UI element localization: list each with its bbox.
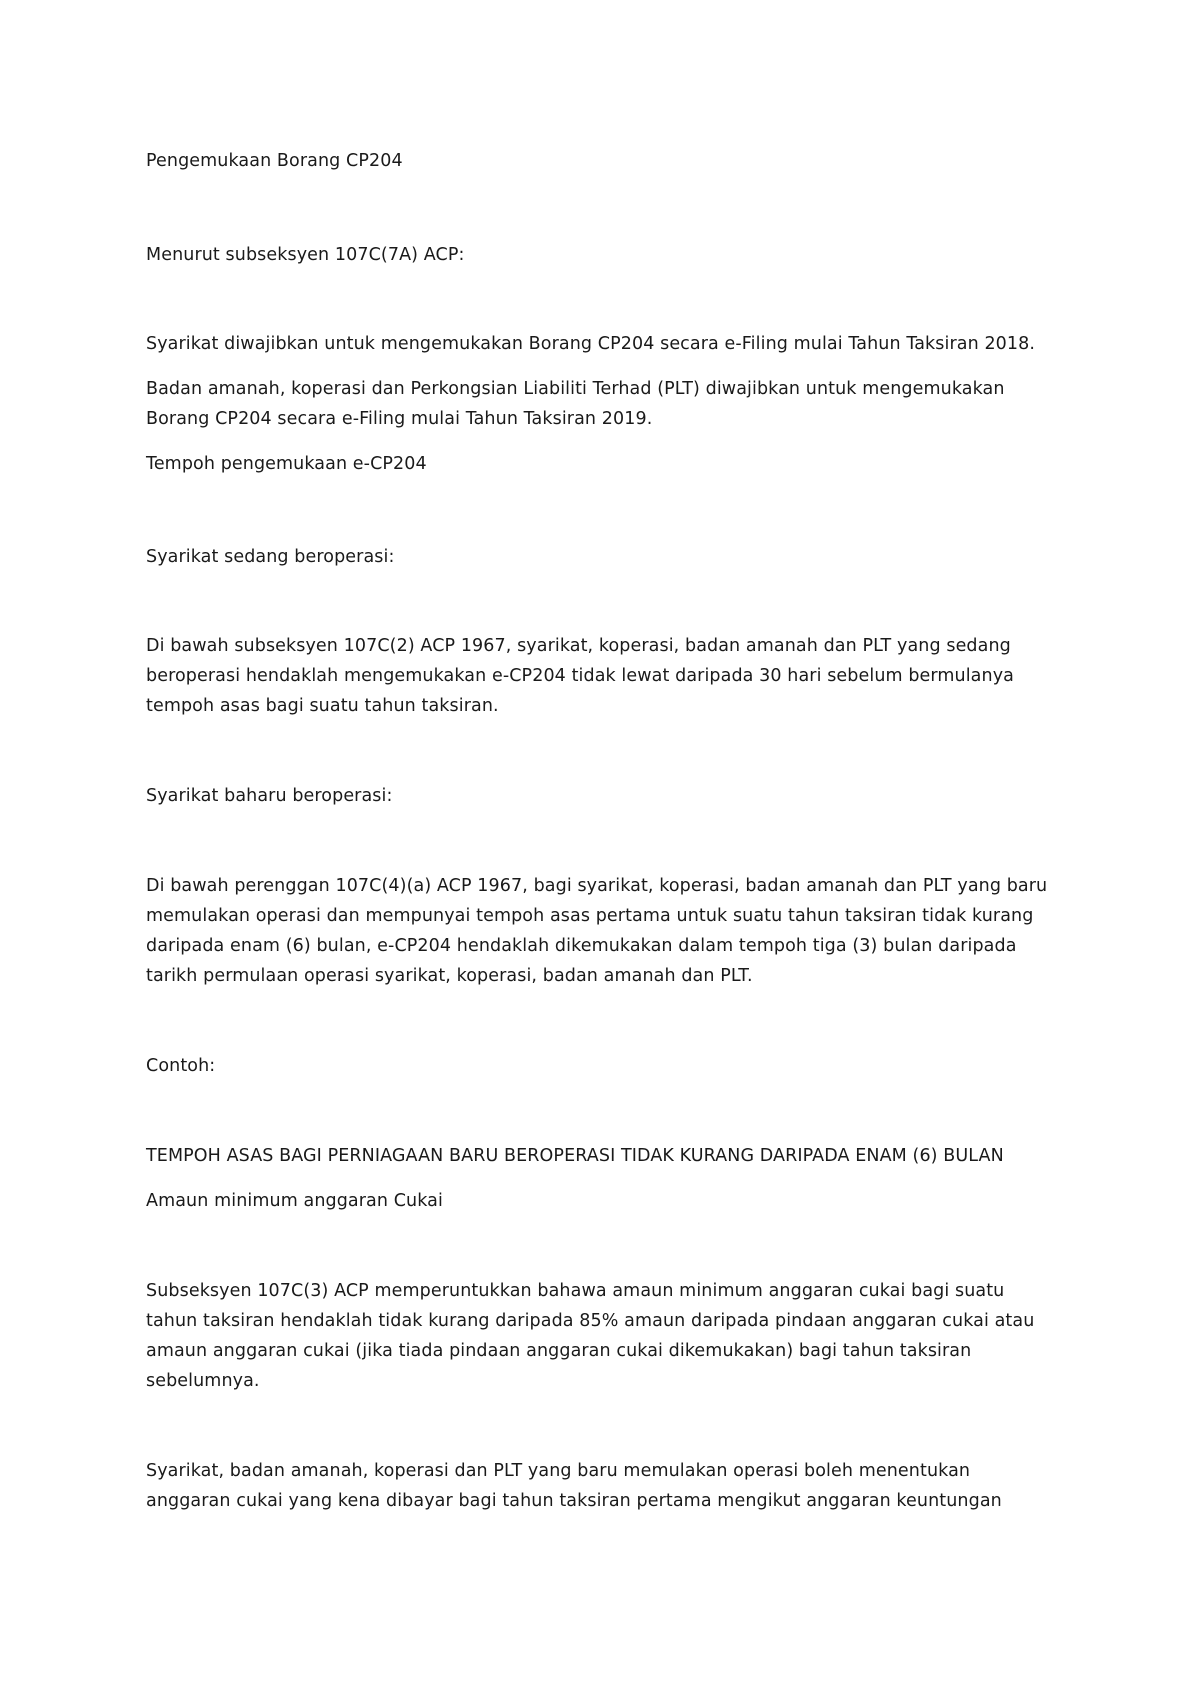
- paragraph-first-year-line: Syarikat, badan amanah, koperasi dan PLT yang baru memulakan operasi boleh menentukan: [146, 1461, 971, 1481]
- heading-basis-period: TEMPOH ASAS BAGI PERNIAGAAN BARU BEROPERASI TIDAK KURANG DARIPADA ENAM (6) BULAN: [146, 1146, 1004, 1166]
- paragraph-trust-coop-line: Borang CP204 secara e-Filing mulai Tahun Taksiran 2019.: [146, 409, 653, 429]
- paragraph-minimum-amount-line: amaun anggaran cukai (jika tiada pindaan anggaran cukai dikemukakan) bagi tahun taksiran: [146, 1341, 972, 1361]
- heading-example: Contoh:: [146, 1056, 216, 1076]
- paragraph-new-company-line: memulakan operasi dan mempunyai tempoh asas pertama untuk suatu tahun taksiran tidak kurang: [146, 906, 1034, 926]
- paragraph-operating-line: beroperasi hendaklah mengemukakan e-CP204 tidak lewat daripada 30 hari sebelum bermulanya: [146, 666, 1014, 686]
- paragraph-operating-line: Di bawah subseksyen 107C(2) ACP 1967, syarikat, koperasi, badan amanah dan PLT yang sedang: [146, 636, 1011, 656]
- document-title: Pengemukaan Borang CP204: [146, 151, 403, 171]
- heading-minimum-amount: Amaun minimum anggaran Cukai: [146, 1191, 443, 1211]
- heading-submission-period: Tempoh pengemukaan e-CP204: [146, 454, 427, 474]
- paragraph-new-company-line: tarikh permulaan operasi syarikat, koperasi, badan amanah dan PLT.: [146, 966, 753, 986]
- paragraph-first-year-line: anggaran cukai yang kena dibayar bagi tahun taksiran pertama mengikut anggaran keuntungan: [146, 1491, 1002, 1511]
- paragraph-new-company-line: Di bawah perenggan 107C(4)(a) ACP 1967, bagi syarikat, koperasi, badan amanah dan PLT yang baru: [146, 876, 1048, 896]
- paragraph-minimum-amount-line: Subseksyen 107C(3) ACP memperuntukkan bahawa amaun minimum anggaran cukai bagi suatu: [146, 1281, 1005, 1301]
- paragraph-company-efiling: Syarikat diwajibkan untuk mengemukakan Borang CP204 secara e-Filing mulai Tahun Taksiran 2018.: [146, 334, 1036, 354]
- paragraph-operating-line: tempoh asas bagi suatu tahun taksiran.: [146, 696, 499, 716]
- paragraph-minimum-amount-line: sebelumnya.: [146, 1371, 260, 1391]
- subsection-reference: Menurut subseksyen 107C(7A) ACP:: [146, 245, 465, 265]
- paragraph-minimum-amount-line: tahun taksiran hendaklah tidak kurang daripada 85% amaun daripada pindaan anggaran cukai atau: [146, 1311, 1035, 1331]
- paragraph-new-company-line: daripada enam (6) bulan, e-CP204 hendaklah dikemukakan dalam tempoh tiga (3) bulan daripada: [146, 936, 1017, 956]
- heading-operating-company: Syarikat sedang beroperasi:: [146, 547, 395, 567]
- heading-new-company: Syarikat baharu beroperasi:: [146, 786, 393, 806]
- paragraph-trust-coop-line: Badan amanah, koperasi dan Perkongsian Liabiliti Terhad (PLT) diwajibkan untuk mengemukakan: [146, 379, 1005, 399]
